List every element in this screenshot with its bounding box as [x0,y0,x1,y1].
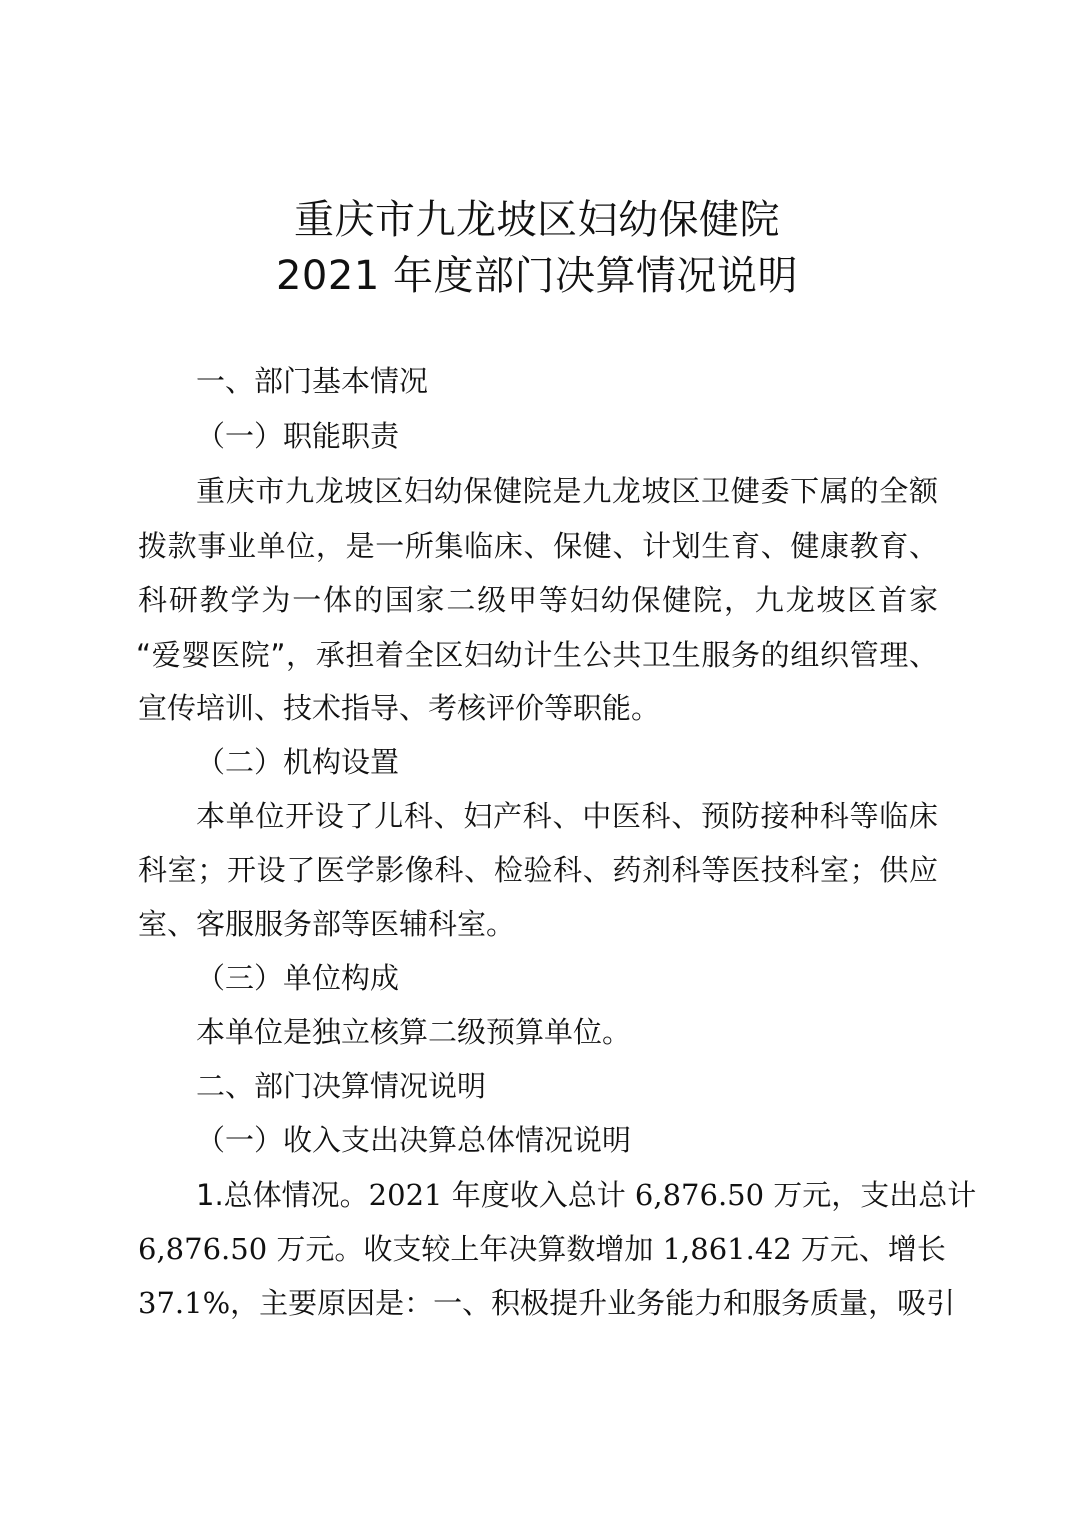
text-run: ，主要原因是：一、积极提升业务能力和服务质量，吸引 [230,1286,956,1320]
paragraph-line: 室、客服服务部等医辅科室。 [138,907,516,941]
growth-rate-value: 37.1% [138,1286,231,1320]
expense-total-value: 6,876.50 [138,1232,268,1266]
paragraph-line: 重庆市九龙坡区妇幼保健院是九龙坡区卫健委下属的全额 [196,474,938,508]
section-heading-1: 一、部门基本情况 [196,364,429,398]
paragraph-line: 拨款事业单位，是一所集临床、保健、计划生育、健康教育、 [138,529,938,563]
paragraph-line: 宣传培训、技术指导、考核评价等职能。 [138,691,661,725]
subsection-heading-composition: （三）单位构成 [196,961,400,995]
document-title-line-1: 重庆市九龙坡区妇幼保健院 [294,197,780,243]
increase-value: 1,861.42 [662,1232,792,1266]
text-run: 万元，支出总计 [764,1178,977,1212]
text-run: 1.总体情况。 [196,1178,369,1212]
paragraph-line [138,1231,946,1267]
subsection-heading-duties: （一）职能职责 [196,419,400,453]
text-run: 万元。收支较上年决算数增加 [267,1232,663,1266]
text-run: 万元、增长 [791,1232,946,1266]
paragraph-line: 本单位开设了儿科、妇产科、中医科、预防接种科等临床 [196,799,938,833]
paragraph-line: “爱婴医院”，承担着全区妇幼计生公共卫生服务的组织管理、 [136,638,938,672]
paragraph-line [138,1285,955,1321]
paragraph-line: 科室；开设了医学影像科、检验科、药剂科等医技科室；供应 [138,853,938,887]
document-title-line-2: 2021 年度部门决算情况说明 [275,253,798,299]
paragraph-line [196,1177,976,1213]
section-heading-2: 二、部门决算情况说明 [196,1069,487,1103]
subsection-heading-income-expense: （一）收入支出决算总体情况说明 [196,1123,632,1157]
year-value: 2021 [368,1178,443,1212]
paragraph-line: 科研教学为一体的国家二级甲等妇幼保健院，九龙坡区首家 [138,583,938,617]
text-run: 年度收入总计 [442,1178,635,1212]
income-total-value: 6,876.50 [634,1178,765,1212]
paragraph-composition: 本单位是独立核算二级预算单位。 [196,1015,632,1049]
subsection-heading-organization: （二）机构设置 [196,745,400,779]
